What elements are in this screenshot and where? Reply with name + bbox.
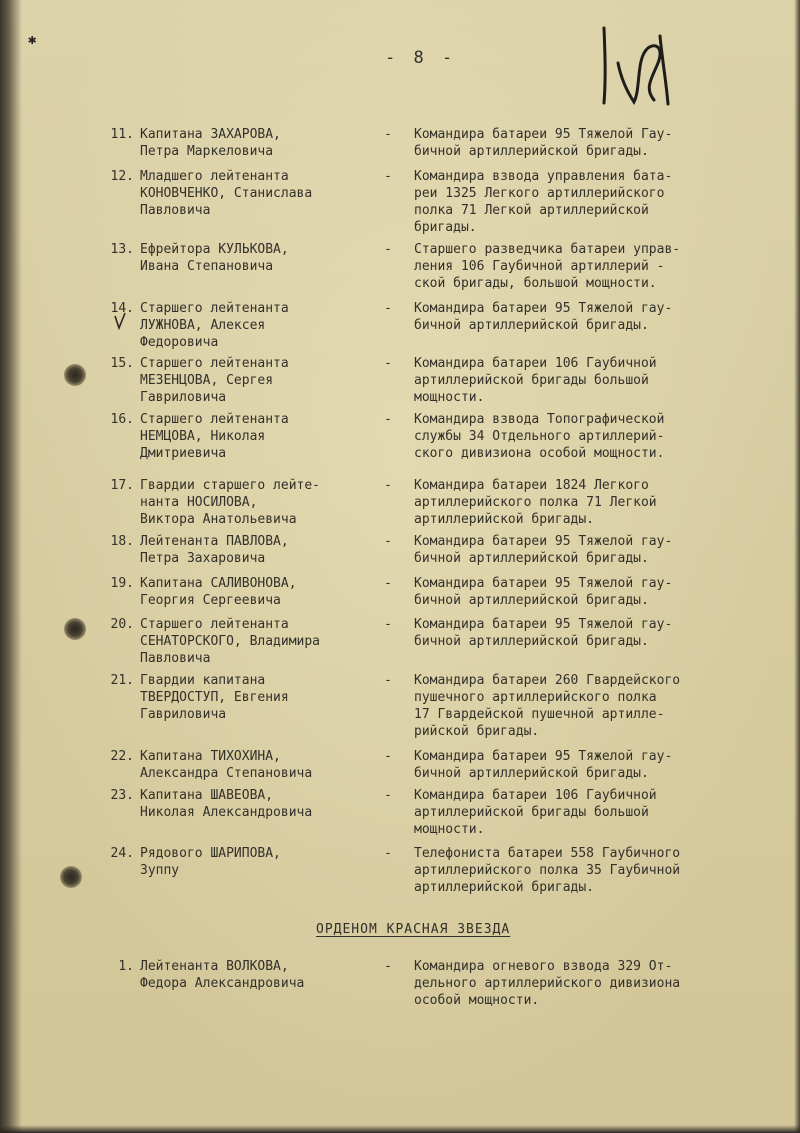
- award-description-line: мощности.: [414, 822, 485, 837]
- award-description: [414, 126, 672, 160]
- entry-dash: -: [384, 617, 392, 632]
- award-description-line: Командира батареи 260 Гвардейского: [414, 673, 681, 688]
- award-description-line: Старшего разведчика батареи управ-: [414, 242, 681, 257]
- awardee-name-line: Гавриловича: [140, 390, 227, 405]
- awardee-name: [140, 845, 281, 879]
- award-description: [414, 748, 672, 782]
- awardee-name-line: Младшего лейтенанта: [140, 169, 289, 184]
- award-description-line: ского дивизиона особой мощности.: [414, 446, 665, 461]
- award-description-line: рийской бригады.: [414, 724, 540, 739]
- awardee-name: [140, 241, 289, 275]
- entry-number: 24.: [110, 846, 134, 861]
- award-description-line: пушечного артиллерийского полка: [414, 690, 657, 705]
- awardee-name-line: Капитана ТИХОХИНА,: [140, 749, 281, 764]
- entry-dash: -: [384, 673, 392, 688]
- awardee-name: [140, 533, 289, 567]
- entry-dash: -: [384, 846, 392, 861]
- entry-number: 22.: [110, 749, 134, 764]
- awardee-name-line: Александра Степановича: [140, 766, 313, 781]
- entry-dash: -: [384, 169, 392, 184]
- award-description-line: Командира батареи 1824 Легкого: [414, 478, 649, 493]
- awardee-name-line: Виктора Анатольевича: [140, 512, 297, 527]
- awardee-name-line: Ефрейтора КУЛЬКОВА,: [140, 242, 289, 257]
- awardee-name-line: Федора Александровича: [140, 976, 305, 991]
- entry-number: 13.: [110, 242, 134, 257]
- section-heading: ОРДЕНОМ КРАСНАЯ ЗВЕЗДА: [316, 922, 511, 937]
- page-left-edge: [0, 0, 22, 1133]
- punch-hole-icon: [60, 866, 82, 888]
- entry-dash: -: [384, 788, 392, 803]
- award-description: [414, 241, 680, 292]
- award-description-line: реи 1325 Легкого артиллерийского: [414, 186, 665, 201]
- entry-number: 15.: [110, 356, 134, 371]
- award-description: [414, 958, 680, 1009]
- award-description-line: Командира батареи 95 Тяжелой гау-: [414, 301, 673, 316]
- awardee-name-line: Георгия Сергеевича: [140, 593, 281, 608]
- award-description-line: бичной артиллерийской бригады.: [414, 593, 649, 608]
- awardee-name: [140, 355, 289, 406]
- entry-number: 18.: [110, 534, 134, 549]
- award-description: [414, 787, 657, 838]
- awardee-name-line: Дмитриевича: [140, 446, 227, 461]
- award-description: [414, 168, 672, 236]
- award-description-line: бичной артиллерийской бригады.: [414, 634, 649, 649]
- entry-dash: -: [384, 242, 392, 257]
- page-right-edge: [794, 0, 800, 1133]
- awardee-name-line: Капитана ЗАХАРОВА,: [140, 127, 281, 142]
- awardee-name: [140, 575, 297, 609]
- award-description-line: Командира батареи 95 Тяжелой гау-: [414, 749, 673, 764]
- awardee-name-line: ТВЕРДОСТУП, Евгения: [140, 690, 289, 705]
- awardee-name-line: Павловича: [140, 651, 211, 666]
- awardee-name: [140, 748, 312, 782]
- entry-number: 23.: [110, 788, 134, 803]
- awardee-name-line: Зуппу: [140, 863, 180, 878]
- entry-number: 14.: [110, 301, 134, 316]
- award-description-line: Командира батареи 95 Тяжелой Гау-: [414, 127, 673, 142]
- entry-number: 21.: [110, 673, 134, 688]
- award-description-line: Командира огневого взвода 329 От-: [414, 959, 673, 974]
- award-description-line: артиллерийской бригады большой: [414, 805, 649, 820]
- award-description-line: Командира батареи 95 Тяжелой гау-: [414, 534, 673, 549]
- entry-number: 1.: [118, 959, 134, 974]
- award-description-line: артиллерийской бригады большой: [414, 373, 649, 388]
- entry-dash: -: [384, 749, 392, 764]
- page-number: - 8 -: [385, 48, 457, 68]
- awardee-name-line: Старшего лейтенанта: [140, 301, 289, 316]
- award-description: [414, 845, 680, 896]
- award-description-line: бичной артиллерийской бригады.: [414, 144, 649, 159]
- entry-number: 12.: [110, 169, 134, 184]
- award-description-line: артиллерийского полка 35 Гаубичной: [414, 863, 681, 878]
- award-description-line: бригады.: [414, 220, 477, 235]
- awardee-name-line: Гавриловича: [140, 707, 227, 722]
- award-description-line: мощности.: [414, 390, 485, 405]
- entry-number: 19.: [110, 576, 134, 591]
- award-description-line: Командира батареи 95 Тяжелой гау-: [414, 617, 673, 632]
- punch-hole-icon: [64, 364, 86, 386]
- award-description-line: Командира батареи 95 Тяжелой гау-: [414, 576, 673, 591]
- awardee-name: [140, 616, 320, 667]
- award-description-line: Телефониста батареи 558 Гаубичного: [414, 846, 681, 861]
- entry-dash: -: [384, 301, 392, 316]
- award-description: [414, 355, 657, 406]
- awardee-name: [140, 168, 312, 219]
- awardee-name: [140, 411, 289, 462]
- entry-number: 17.: [110, 478, 134, 493]
- awardee-name-line: Лейтенанта ВОЛКОВА,: [140, 959, 289, 974]
- awardee-name-line: Гвардии капитана: [140, 673, 266, 688]
- entry-number: 20.: [110, 617, 134, 632]
- awardee-name-line: СЕНАТОРСКОГО, Владимира: [140, 634, 321, 649]
- entry-dash: -: [384, 127, 392, 142]
- award-description-line: Командира взвода управления бата-: [414, 169, 673, 184]
- page-bottom-edge: [0, 1125, 800, 1133]
- entry-dash: -: [384, 534, 392, 549]
- award-description-line: артиллерийского полка 71 Легкой: [414, 495, 657, 510]
- awardee-name-line: ЛУЖНОВА, Алексея: [140, 318, 266, 333]
- entry-dash: -: [384, 412, 392, 427]
- awardee-name-line: Рядового ШАРИПОВА,: [140, 846, 281, 861]
- punch-hole-icon: [64, 618, 86, 640]
- awardee-name-line: Петра Захаровича: [140, 551, 266, 566]
- entry-dash: -: [384, 959, 392, 974]
- awardee-name-line: НЕМЦОВА, Николая: [140, 429, 266, 444]
- awardee-name: [140, 787, 312, 821]
- awardee-name-line: Лейтенанта ПАВЛОВА,: [140, 534, 289, 549]
- award-description: [414, 300, 672, 334]
- award-description-line: службы 34 Отдельного артиллерий-: [414, 429, 665, 444]
- award-description-line: Командира батареи 106 Гаубичной: [414, 788, 657, 803]
- award-description-line: артиллерийской бригады.: [414, 880, 595, 895]
- entry-dash: -: [384, 576, 392, 591]
- awardee-name-line: Старшего лейтенанта: [140, 356, 289, 371]
- awardee-name: [140, 126, 281, 160]
- awardee-name-line: Старшего лейтенанта: [140, 412, 289, 427]
- entry-number: 11.: [110, 127, 134, 142]
- award-description-line: артиллерийской бригады.: [414, 512, 595, 527]
- award-description-line: дельного артиллерийского дивизиона: [414, 976, 681, 991]
- award-description: [414, 411, 664, 462]
- entry-dash: -: [384, 478, 392, 493]
- award-description-line: 17 Гвардейской пушечной артилле-: [414, 707, 665, 722]
- award-description: [414, 672, 680, 740]
- award-description-line: особой мощности.: [414, 993, 540, 1008]
- asterisk-mark-icon: ✱: [28, 32, 37, 48]
- award-description-line: полка 71 Легкой артиллерийской: [414, 203, 649, 218]
- award-description-line: ления 106 Гаубичной артиллерий -: [414, 259, 665, 274]
- awardee-name-line: КОНОВЧЕНКО, Станислава: [140, 186, 313, 201]
- awardee-name-line: нанта НОСИЛОВА,: [140, 495, 258, 510]
- awardee-name-line: Гвардии старшего лейте-: [140, 478, 321, 493]
- awardee-name-line: Капитана ШАВЕОВА,: [140, 788, 274, 803]
- award-description-line: бичной артиллерийской бригады.: [414, 766, 649, 781]
- awardee-name-line: Федоровича: [140, 335, 219, 350]
- awardee-name-line: Старшего лейтенанта: [140, 617, 289, 632]
- award-description: [414, 616, 672, 650]
- entry-number: 16.: [110, 412, 134, 427]
- award-description-line: бичной артиллерийской бригады.: [414, 318, 649, 333]
- handwritten-number: [596, 18, 676, 108]
- awardee-name: [140, 672, 289, 723]
- awardee-name-line: МЕЗЕНЦОВА, Сергея: [140, 373, 274, 388]
- awardee-name-line: Ивана Степановича: [140, 259, 274, 274]
- award-description: [414, 575, 672, 609]
- award-description: [414, 477, 657, 528]
- award-description-line: Командира батареи 106 Гаубичной: [414, 356, 657, 371]
- awardee-name: [140, 958, 304, 992]
- awardee-name: [140, 300, 289, 351]
- awardee-name-line: Павловича: [140, 203, 211, 218]
- award-description-line: Командира взвода Топографической: [414, 412, 665, 427]
- award-description: [414, 533, 672, 567]
- award-description-line: ской бригады, большой мощности.: [414, 276, 657, 291]
- award-description-line: бичной артиллерийской бригады.: [414, 551, 649, 566]
- awardee-name-line: Капитана САЛИВОНОВА,: [140, 576, 297, 591]
- awardee-name: [140, 477, 320, 528]
- awardee-name-line: Николая Александровича: [140, 805, 313, 820]
- awardee-name-line: Петра Маркеловича: [140, 144, 274, 159]
- entry-dash: -: [384, 356, 392, 371]
